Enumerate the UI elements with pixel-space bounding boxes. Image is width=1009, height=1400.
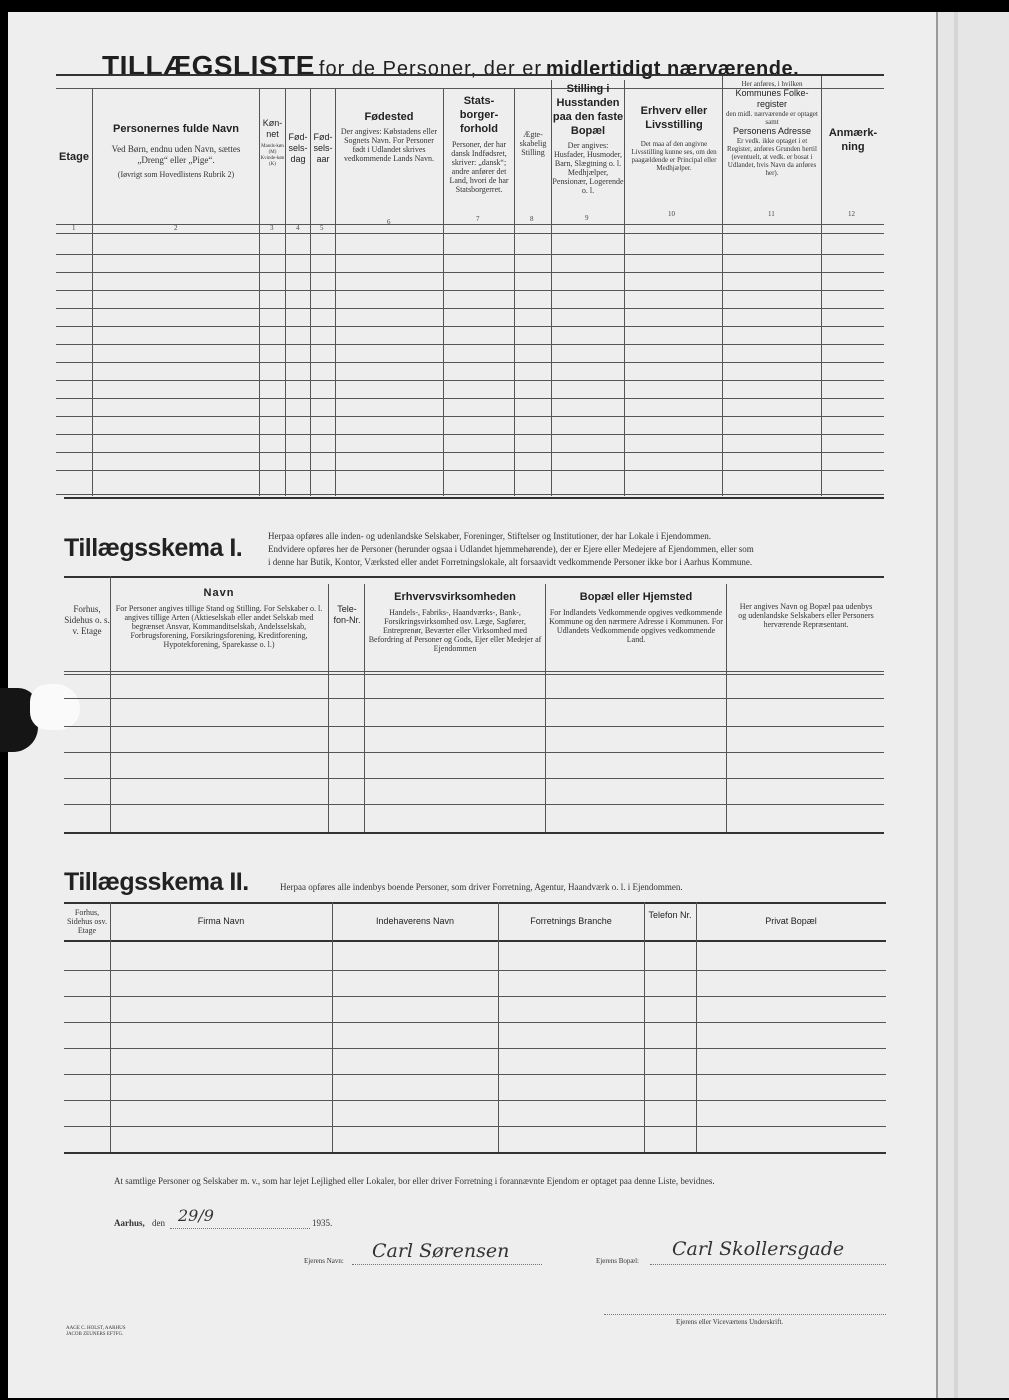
col-number: 8 xyxy=(530,215,534,223)
skema1-text-line: Endvidere opføres her de Personer (herunder ogsaa i Udlandet hjemmehørende), der er Ejere eller Medejere af Ejendommen, eller som xyxy=(268,544,754,554)
col-name-title: Personernes fulde Navn xyxy=(113,123,239,135)
printer-mark: AAGE C. HOLST, AARHUS JACOB ZEUNERS EFTFG. xyxy=(66,1326,126,1337)
col-register-header xyxy=(724,80,820,177)
thumb-image xyxy=(0,680,80,750)
skema1-title: Tillægsskema I. xyxy=(64,534,243,562)
col-occupation-sub: Det maa af den angivne Livsstilling kunne ses, om den paagældende er Principal eller Medhjælper. xyxy=(631,140,717,172)
skema1-text-line: Herpaa opføres alle inden- og udenlandske Selskaber, Foreninger, Stiftelser og Institutioner, der har Lokale i Ejendommen. xyxy=(268,531,712,541)
skema1-col-navn-title: Navn xyxy=(203,587,235,599)
col-register-sub: den midl. nærværende er optaget samt xyxy=(726,110,818,126)
skema2-col-tlf: Telefon Nr. xyxy=(648,910,692,920)
den-label: den xyxy=(152,1218,165,1228)
col-birthyear-header: Fød-sels-aar xyxy=(313,132,333,164)
year-label: 1935. xyxy=(312,1218,333,1228)
owner-address-label: Ejerens Bopæl: xyxy=(596,1257,639,1265)
col-number: 1 xyxy=(72,224,76,232)
col-etage-header: Etage xyxy=(59,151,89,163)
skema1-col-etage: Forhus, Sidehus o. s. v. Etage xyxy=(64,604,110,636)
col-register-pre: Her anføres, i hvilken xyxy=(741,80,803,88)
col-gender-title: Køn-net xyxy=(262,118,283,139)
col-register-sub2: Er vedk. ikke optaget i et Register, anføres Grunden hertil (eventuelt, at vedk. er bosat i Udlandet, hvis Navn da anføres her). xyxy=(727,137,817,177)
col-birthplace-sub: Der angives: Købstadens eller Sognets Navn. For Personer født i Udlandet skrives vedkommende Lands Navn. xyxy=(340,127,438,163)
col-number: 4 xyxy=(296,224,300,232)
skema1-col-bopael xyxy=(547,590,725,644)
col-birthday-header: Fød-sels-dag xyxy=(288,132,308,164)
col-name-instructions: Ved Børn, endnu uden Navn, sættes „Dreng“ eller „Pige“. xyxy=(111,144,241,165)
form-page xyxy=(8,12,936,1398)
col-gender-header xyxy=(260,118,285,168)
skema1-text-line: i denne har Butik, Kontor, Værksted eller andet Forretningslokale, alt forsaavidt vedkommende Personer ikke bor i Aarhus Kommune. xyxy=(268,557,753,567)
skema1-col-repr: Her angives Navn og Bopæl paa udenbys og udenlandske Selskabers eller Personers herværende Repræsentant. xyxy=(738,602,874,629)
col-marital-header: Ægte-skabelig Stilling xyxy=(519,130,547,157)
signature-label: Ejerens eller Viceværtens Underskrift. xyxy=(676,1318,784,1326)
col-household-sub: Der angives: Husfader, Husmoder, Barn, Slægtning o. l. Medhjælper, Pensionær, Logerende o. l. xyxy=(552,141,624,195)
col-remark-header: Anmærk-ning xyxy=(828,127,878,153)
col-number: 11 xyxy=(768,210,775,218)
skema1-col-navn-sub: For Personer angives tillige Stand og Stilling. For Selskaber o. l. angives tillige Arten (Aktieselskab eller andet Selskab med begrænset Ansvar, Kommanditselskab, Andelsselskab, Forbrugsforening, Forsikringsforening, Kreditforening, Hypotekforening, Sparekasse o. l.) xyxy=(115,604,323,649)
col-household-header xyxy=(552,82,624,195)
skema2-col-etage: Forhus, Sidehus osv. Etage xyxy=(67,908,107,935)
col-name-header xyxy=(96,122,256,179)
owner-name-handwritten: Carl Sørensen xyxy=(372,1240,510,1262)
col-number: 6 xyxy=(387,218,391,226)
col-register-title: Kommunes Folke-register xyxy=(735,88,809,109)
skema1-col-bopael-sub: For Indlandets Vedkommende opgives vedkommende Kommune og den nærmere Adresse i Kommunen. For Udlandets Vedkommende opgives vedkommende Land. xyxy=(549,608,723,644)
col-birthplace-title: Fødested xyxy=(364,111,414,123)
col-citizenship-title: Stats-borger-forhold xyxy=(459,95,499,135)
skema2-col-bopael: Privat Bopæl xyxy=(765,916,817,926)
col-number: 2 xyxy=(174,224,178,232)
col-register-title2: Personens Adresse xyxy=(732,126,812,136)
skema1-col-tlf: Tele-fon-Nr. xyxy=(333,604,361,625)
col-birthplace-header xyxy=(338,110,440,163)
skema1-col-erhverv xyxy=(366,590,544,653)
skema2-description: Herpaa opføres alle indenbys boende Personer, som driver Forretning, Agentur, Haandværk o. l. i Ejendommen. xyxy=(280,882,683,892)
skema1-col-navn xyxy=(112,586,326,649)
page-title xyxy=(102,50,882,82)
col-number: 10 xyxy=(668,210,675,218)
owner-address-handwritten: Carl Skollersgade xyxy=(672,1238,845,1260)
title-main: TILLÆGSLISTE xyxy=(102,50,315,81)
col-name-note: (Iøvrigt som Hovedlistens Rubrik 2) xyxy=(117,170,235,179)
skema2-col-branche: Forretnings Branche xyxy=(530,916,612,926)
col-citizenship-sub: Personer, der har dansk Indfødsret, skriver: „dansk“; andre anfører det Land, hvori de har Statsborgerret. xyxy=(449,140,509,194)
title-emphasis: midlertidigt nærværende. xyxy=(546,58,800,80)
declaration-text: At samtlige Personer og Selskaber m. v., som har lejet Lejlighed eller Lokaler, bor eller driver Forretning i forannævnte Ejendom er optaget paa denne Liste, bevidnes. xyxy=(114,1176,715,1186)
skema1-col-erhverv-title: Erhvervsvirksomheden xyxy=(394,591,516,603)
col-number: 9 xyxy=(585,214,589,222)
col-number: 7 xyxy=(476,215,480,223)
skema2-title: Tillægsskema II. xyxy=(64,868,249,896)
page-edge xyxy=(936,12,1009,1398)
col-number: 5 xyxy=(320,224,324,232)
date-handwritten: 29/9 xyxy=(178,1206,214,1225)
city-label: Aarhus, xyxy=(114,1218,145,1228)
skema1-col-bopael-title: Bopæl eller Hjemsted xyxy=(579,591,693,603)
skema1-col-erhverv-sub: Handels-, Fabriks-, Haandværks-, Bank-, Forsikringsvirksomhed osv. Læge, Sagfører, Entreprenør, Beværter eller Virksomhed med Befordring af Personer og Gods, Ejer eller Medejer af Ejendommen xyxy=(368,608,542,653)
col-number: 3 xyxy=(270,224,274,232)
col-household-title: Stilling i Husstanden paa den faste Bopæl xyxy=(552,83,624,137)
skema2-col-firma: Firma Navn xyxy=(197,916,245,926)
skema1-description xyxy=(268,530,888,569)
title-rest: for de Personer, der er xyxy=(318,58,542,80)
col-citizenship-header xyxy=(445,94,513,194)
skema2-col-indeh: Indehaverens Navn xyxy=(375,916,455,926)
col-occupation-header xyxy=(626,104,722,172)
col-gender-sub: Mands-køn (M) Kvinde-køn (K) xyxy=(260,144,285,167)
col-occupation-title: Erhverv eller Livsstilling xyxy=(640,105,708,131)
owner-name-label: Ejerens Navn: xyxy=(304,1257,344,1265)
col-number: 12 xyxy=(848,210,855,218)
